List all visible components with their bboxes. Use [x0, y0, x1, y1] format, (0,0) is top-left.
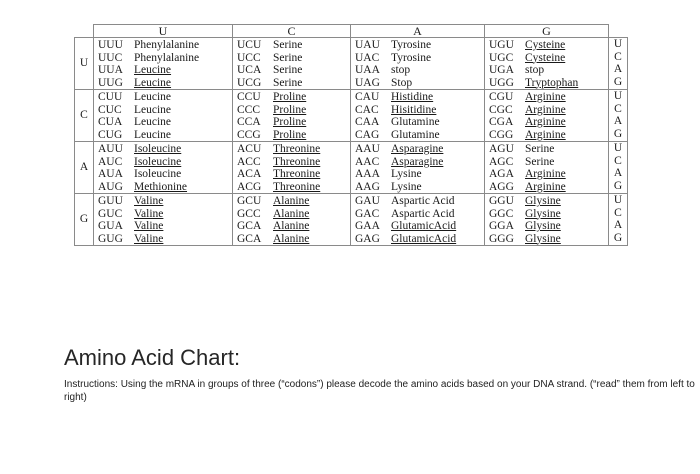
codon-entry — [98, 156, 229, 169]
third-base-label: C — [614, 154, 622, 167]
codon-triplet: GUG — [98, 232, 123, 245]
codon-triplet: AUA — [98, 168, 123, 180]
codon-triplet: GGC — [489, 207, 514, 220]
codon-entry — [237, 39, 347, 52]
codon-triplet: CGC — [489, 103, 513, 116]
codon-cell — [485, 194, 609, 246]
amino-acid-name: Valine — [134, 232, 164, 245]
third-base-label: U — [613, 194, 623, 206]
codon-triplet: CAA — [355, 116, 380, 128]
third-base-label: U — [613, 38, 623, 50]
codon-entry — [355, 143, 481, 156]
codon-triplet: UGG — [489, 76, 514, 89]
codon-triplet: CCG — [237, 128, 261, 141]
codon-cell — [94, 194, 233, 246]
codon-entry — [489, 52, 605, 65]
third-base-label: C — [614, 50, 622, 63]
codon-entry — [98, 64, 229, 77]
codon-entry — [355, 208, 481, 221]
codon-triplet: ACC — [237, 155, 261, 168]
amino-acid-name: Tryptophan — [525, 76, 579, 89]
codon-table-body — [75, 38, 628, 246]
amino-acid-name: Asparagine — [391, 155, 444, 168]
codon-triplet: GCA — [237, 220, 262, 232]
codon-group-row — [75, 38, 628, 90]
codon-entry — [355, 91, 481, 104]
amino-acid-name: stop — [391, 64, 411, 76]
amino-acid-name: Serine — [273, 51, 303, 64]
codon-triplet: UAU — [355, 39, 380, 51]
codon-triplet: CUC — [98, 103, 122, 116]
codon-triplet: UCG — [237, 76, 262, 89]
codon-triplet: AUG — [98, 180, 123, 193]
codon-triplet: AAG — [355, 180, 380, 193]
codon-entry — [237, 129, 347, 142]
codon-entry — [355, 116, 481, 129]
codon-cell — [94, 38, 233, 90]
amino-acid-name: Serine — [525, 143, 555, 155]
codon-entry — [237, 168, 347, 181]
amino-acid-name: Glysine — [525, 195, 561, 207]
codon-cell — [233, 142, 351, 194]
codon-entry — [355, 156, 481, 169]
third-base-label: C — [614, 206, 622, 219]
amino-acid-name: Leucine — [134, 116, 172, 128]
codon-triplet: GAC — [355, 207, 380, 220]
amino-acid-name: Isoleucine — [134, 168, 182, 180]
amino-acid-name: Serine — [273, 64, 303, 76]
codon-entry — [237, 143, 347, 156]
codon-triplet: CAC — [355, 103, 379, 116]
second-base-header-row — [75, 25, 628, 38]
amino-acid-name: Serine — [273, 39, 303, 51]
second-base-header: A — [351, 25, 485, 38]
page-title: Amino Acid Chart: — [64, 345, 241, 370]
amino-acid-name: Threonine — [273, 168, 321, 180]
codon-triplet: CAG — [355, 128, 380, 141]
codon-entry — [489, 143, 605, 156]
codon-entry — [98, 233, 229, 246]
codon-triplet: AGU — [489, 143, 514, 155]
codon-entry — [489, 181, 605, 194]
third-base-label: A — [613, 167, 623, 179]
codon-entry — [355, 77, 481, 90]
codon-triplet: CGU — [489, 91, 514, 103]
codon-triplet: UUU — [98, 39, 123, 51]
codon-triplet: ACA — [237, 168, 262, 180]
third-base-column — [609, 90, 628, 142]
codon-cell — [485, 90, 609, 142]
codon-cell — [233, 90, 351, 142]
amino-acid-name: Proline — [273, 128, 307, 141]
codon-triplet: CCA — [237, 116, 261, 128]
third-base-label: A — [613, 63, 623, 75]
amino-acid-name: Valine — [134, 207, 164, 220]
codon-triplet: AAA — [355, 168, 380, 180]
codon-entry — [489, 104, 605, 117]
codon-entry — [98, 168, 229, 181]
codon-group-row — [75, 142, 628, 194]
codon-entry — [489, 195, 605, 208]
codon-entry — [237, 208, 347, 221]
codon-entry — [237, 156, 347, 169]
codon-cell — [351, 194, 485, 246]
first-base-label: U — [75, 38, 94, 90]
amino-acid-name: Stop — [391, 76, 413, 89]
codon-triplet: GGG — [489, 232, 514, 245]
codon-triplet: GAA — [355, 220, 380, 232]
codon-triplet: ACG — [237, 180, 262, 193]
codon-table — [74, 24, 628, 246]
codon-entry — [355, 39, 481, 52]
third-base-label: A — [613, 115, 623, 127]
codon-triplet: GCC — [237, 207, 261, 220]
codon-cell — [351, 142, 485, 194]
amino-acid-name: Alanine — [273, 195, 310, 207]
amino-acid-name: GlutamicAcid — [391, 220, 457, 232]
codon-cell — [94, 142, 233, 194]
codon-triplet: AGG — [489, 180, 514, 193]
codon-entry — [98, 220, 229, 233]
codon-triplet: AGC — [489, 155, 514, 168]
codon-triplet: GUU — [98, 195, 123, 207]
codon-entry — [355, 220, 481, 233]
amino-acid-name: Alanine — [273, 207, 310, 220]
third-base-label: G — [613, 179, 623, 192]
amino-acid-name: Lysine — [391, 180, 422, 193]
codon-triplet: GAG — [355, 232, 380, 245]
codon-triplet: UUA — [98, 64, 123, 76]
codon-cell — [94, 90, 233, 142]
amino-acid-name: Arginine — [525, 116, 566, 128]
codon-entry — [489, 220, 605, 233]
amino-acid-name: Aspartic Acid — [391, 195, 455, 207]
codon-entry — [98, 104, 229, 117]
amino-acid-name: Leucine — [134, 64, 172, 76]
codon-entry — [98, 129, 229, 142]
codon-triplet: CAU — [355, 91, 380, 103]
third-base-label: U — [613, 142, 623, 154]
amino-acid-name: Threonine — [273, 180, 321, 193]
codon-triplet: CCU — [237, 91, 261, 103]
amino-acid-name: Threonine — [273, 143, 321, 155]
amino-acid-name: Glysine — [525, 220, 561, 232]
amino-acid-name: Asparagine — [391, 143, 444, 155]
codon-entry — [237, 52, 347, 65]
codon-entry — [237, 91, 347, 104]
codon-entry — [98, 52, 229, 65]
codon-entry — [237, 64, 347, 77]
amino-acid-name: Tyrosine — [391, 39, 432, 51]
codon-entry — [98, 208, 229, 221]
codon-triplet: GGU — [489, 195, 514, 207]
codon-triplet: CGG — [489, 128, 514, 141]
amino-acid-name: Aspartic Acid — [391, 207, 455, 220]
codon-entry — [237, 220, 347, 233]
amino-acid-name: stop — [525, 64, 545, 76]
codon-entry — [237, 77, 347, 90]
amino-acid-name: Serine — [273, 76, 303, 89]
third-base-column — [609, 142, 628, 194]
codon-triplet: UGU — [489, 39, 514, 51]
codon-triplet: UAG — [355, 76, 380, 89]
codon-entry — [98, 143, 229, 156]
amino-acid-name: Isoleucine — [134, 155, 182, 168]
codon-entry — [98, 116, 229, 129]
amino-acid-name: Leucine — [134, 103, 172, 116]
amino-acid-name: Cysteine — [525, 51, 566, 64]
codon-triplet: UGA — [489, 64, 514, 76]
corner-cell — [75, 25, 94, 38]
third-base-column — [609, 38, 628, 90]
amino-acid-name: Arginine — [525, 180, 566, 193]
amino-acid-name: Glysine — [525, 207, 561, 220]
codon-cell — [351, 38, 485, 90]
codon-cell — [485, 38, 609, 90]
amino-acid-name: GlutamicAcid — [391, 232, 457, 245]
codon-entry — [98, 77, 229, 90]
codon-entry — [489, 208, 605, 221]
codon-cell — [485, 142, 609, 194]
corner-cell — [609, 25, 628, 38]
first-base-label: A — [75, 142, 94, 194]
codon-entry — [237, 116, 347, 129]
amino-acid-name: Valine — [134, 195, 164, 207]
amino-acid-name: Leucine — [134, 128, 172, 141]
amino-acid-name: Glysine — [525, 232, 561, 245]
amino-acid-name: Phenylalanine — [134, 51, 200, 64]
third-base-label: U — [613, 90, 623, 102]
codon-group-row — [75, 90, 628, 142]
codon-triplet: UCU — [237, 39, 262, 51]
third-base-label: G — [613, 127, 623, 140]
first-base-label: G — [75, 194, 94, 246]
amino-acid-name: Arginine — [525, 91, 566, 103]
amino-acid-name: Proline — [273, 103, 307, 116]
codon-triplet: GUA — [98, 220, 123, 232]
amino-acid-name: Alanine — [273, 220, 310, 232]
codon-triplet: UCC — [237, 51, 261, 64]
third-base-label: A — [613, 219, 623, 231]
amino-acid-name: Phenylalanine — [134, 39, 200, 51]
codon-triplet: CUG — [98, 128, 123, 141]
amino-acid-name: Tyrosine — [391, 51, 432, 64]
amino-acid-name: Alanine — [273, 232, 310, 245]
codon-triplet: UCA — [237, 64, 262, 76]
amino-acid-name: Arginine — [525, 128, 566, 141]
codon-cell — [351, 90, 485, 142]
third-base-column — [609, 194, 628, 246]
codon-triplet: UUG — [98, 76, 123, 89]
codon-triplet: AUC — [98, 155, 123, 168]
amino-acid-name: Valine — [134, 220, 164, 232]
codon-triplet: CUA — [98, 116, 123, 128]
codon-entry — [489, 64, 605, 77]
amino-acid-name: Arginine — [525, 103, 566, 116]
third-base-label: G — [613, 231, 623, 244]
codon-triplet: UGC — [489, 51, 514, 64]
codon-entry — [489, 77, 605, 90]
codon-triplet: GCA — [237, 232, 262, 245]
third-base-label: G — [613, 75, 623, 88]
codon-triplet: GAU — [355, 195, 380, 207]
codon-entry — [98, 91, 229, 104]
codon-entry — [355, 104, 481, 117]
amino-acid-name: Methionine — [134, 180, 188, 193]
codon-entry — [355, 195, 481, 208]
codon-entry — [98, 181, 229, 194]
codon-entry — [237, 181, 347, 194]
amino-acid-name: Lysine — [391, 168, 422, 180]
first-base-label: C — [75, 90, 94, 142]
codon-triplet: CCC — [237, 103, 261, 116]
amino-acid-name: Glutamine — [391, 116, 440, 128]
second-base-header: C — [233, 25, 351, 38]
codon-entry — [355, 233, 481, 246]
amino-acid-name: Glutamine — [391, 128, 440, 141]
codon-entry — [355, 52, 481, 65]
codon-entry — [237, 195, 347, 208]
instructions-text: Instructions: Using the mRNA in groups of three (“codons”) please decode the amino acids based on your DNA strand. (“read” them from left to right) — [64, 379, 695, 403]
codon-entry — [237, 233, 347, 246]
codon-triplet: UAC — [355, 51, 380, 64]
codon-entry — [489, 129, 605, 142]
amino-acid-name: Serine — [525, 155, 555, 168]
amino-acid-name: Isoleucine — [134, 143, 182, 155]
codon-entry — [98, 39, 229, 52]
codon-entry — [355, 168, 481, 181]
codon-entry — [355, 129, 481, 142]
codon-entry — [355, 181, 481, 194]
codon-entry — [489, 91, 605, 104]
codon-entry — [355, 64, 481, 77]
third-base-label: C — [614, 102, 622, 115]
amino-acid-name: Leucine — [134, 76, 172, 89]
codon-entry — [489, 168, 605, 181]
codon-entry — [237, 104, 347, 117]
amino-acid-name: Leucine — [134, 91, 172, 103]
codon-triplet: AAU — [355, 143, 380, 155]
amino-acid-name: Cysteine — [525, 39, 566, 51]
codon-triplet: ACU — [237, 143, 262, 155]
codon-cell — [233, 194, 351, 246]
codon-triplet: AUU — [98, 143, 123, 155]
codon-entry — [489, 116, 605, 129]
second-base-header: U — [94, 25, 233, 38]
amino-acid-name: Threonine — [273, 155, 321, 168]
amino-acid-name: Histidine — [391, 91, 434, 103]
codon-triplet: AGA — [489, 168, 514, 180]
codon-entry — [489, 39, 605, 52]
amino-acid-name: Hisitidine — [391, 103, 437, 116]
codon-triplet: UAA — [355, 64, 380, 76]
amino-acid-name: Proline — [273, 116, 307, 128]
codon-triplet: GUC — [98, 207, 123, 220]
codon-triplet: AAC — [355, 155, 380, 168]
codon-triplet: UUC — [98, 51, 123, 64]
codon-entry — [98, 195, 229, 208]
codon-entry — [489, 233, 605, 246]
codon-triplet: GGA — [489, 220, 514, 232]
codon-triplet: CUU — [98, 91, 123, 103]
codon-entry — [489, 156, 605, 169]
codon-cell — [233, 38, 351, 90]
codon-triplet: CGA — [489, 116, 514, 128]
amino-acid-name: Proline — [273, 91, 307, 103]
codon-triplet: GCU — [237, 195, 262, 207]
amino-acid-name: Arginine — [525, 168, 566, 180]
codon-group-row — [75, 194, 628, 246]
second-base-header: G — [485, 25, 609, 38]
